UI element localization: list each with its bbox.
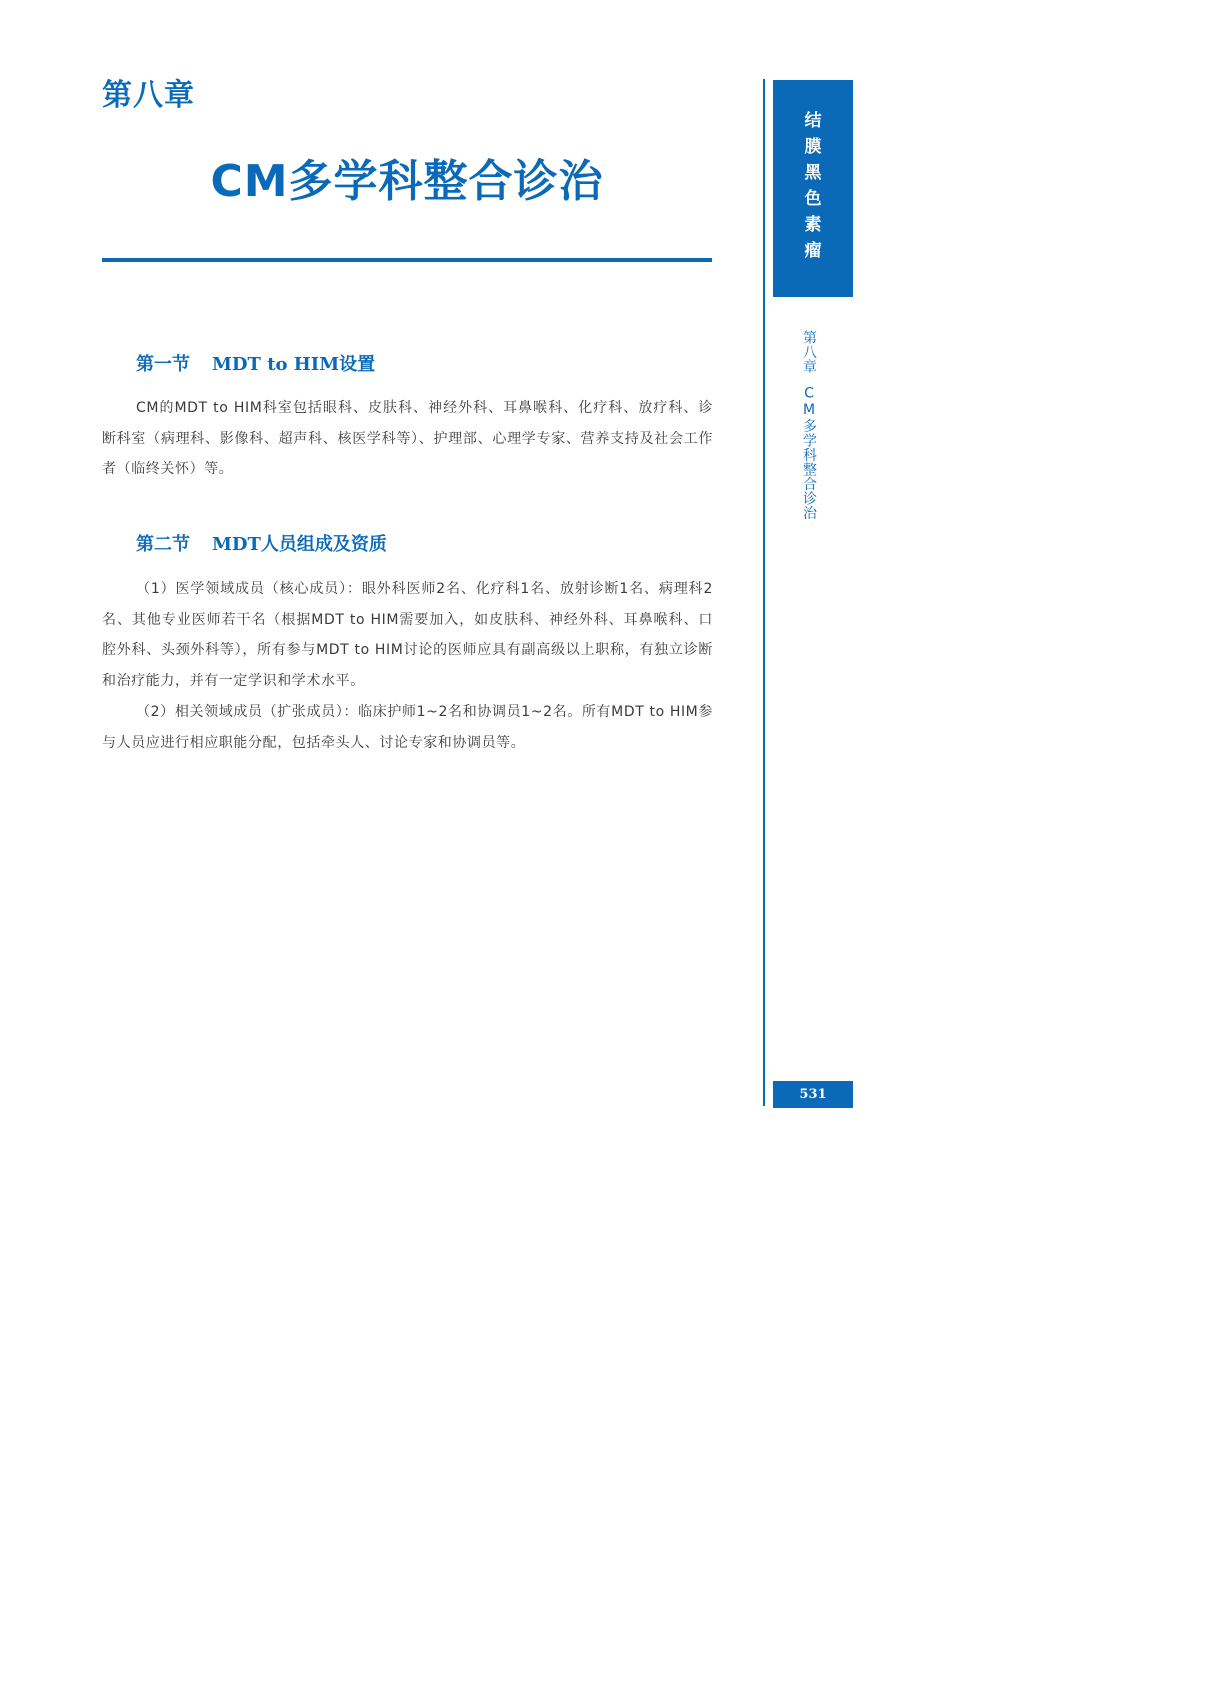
page-number: 531 [799,1087,827,1102]
section-2-number: 第二节 [136,534,190,555]
section-1-paragraph-1: CM的MDT to HIM科室包括眼科、皮肤科、神经外科、耳鼻喉科、化疗科、放疗科、诊断科室（病理科、影像科、超声科、核医学科等）、护理部、心理学专家、营养支持及社会工作者（临终关怀）等。 [102,400,713,477]
running-title: CM多学科整合诊治 [801,385,817,520]
section-2-paragraph-2: （2）相关领域成员（扩张成员）：临床护师1~2名和协调员1~2名。所有MDT to HIM参与人员应进行相应职能分配，包括牵头人、讨论专家和协调员等。 [102,704,713,751]
section-2-paragraph-1: （1）医学领域成员（核心成员）：眼外科医师2名、化疗科1名、放射诊断1名、病理科2名、其他专业医师若干名（根据MDT to HIM需要加入，如皮肤科、神经外科、耳鼻喉科、口腔外科、头颈外科等），所有参与MDT to HIM讨论的医师应具有副高级以上职称，有独立诊断和治疗能力，并有一定学识和学术水平。 [102,581,713,689]
book-title-char: 结 [804,111,822,131]
section-1-heading [136,352,375,378]
chapter-title: CM多学科整合诊治 [210,156,604,207]
book-title-char: 瘤 [804,241,822,261]
title-rule [102,258,712,262]
section-1-number: 第一节 [136,354,190,375]
book-title-char: 黑 [804,163,822,183]
section-1-title: MDT to HIM设置 [212,354,376,375]
margin-rule [763,79,765,1106]
section-2-heading [136,532,387,558]
running-header [797,330,821,520]
running-chapter: 第八章 [801,330,817,374]
book-title-char: 色 [804,189,822,209]
section-2-title: MDT人员组成及资质 [212,534,387,555]
page-number-tab [773,1081,853,1108]
book-title [773,108,853,264]
book-title-char: 素 [804,215,822,235]
chapter-label: 第八章 [102,78,195,113]
book-title-char: 膜 [804,137,822,157]
book-title-tab [773,80,853,297]
